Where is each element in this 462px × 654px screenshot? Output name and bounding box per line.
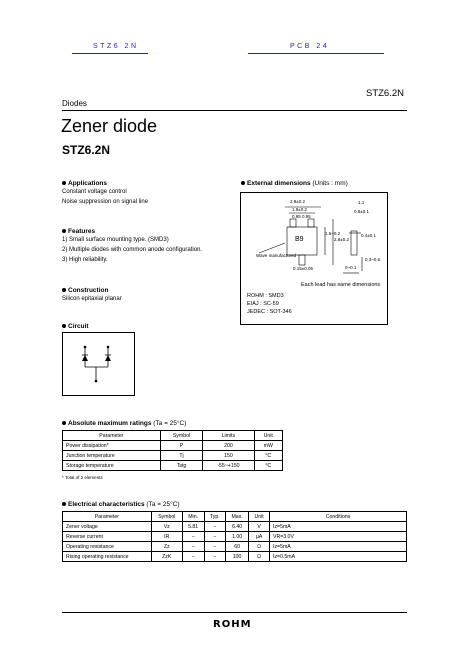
dim-label: 0.15±0.05 <box>293 266 313 271</box>
table-cell: Zz <box>151 542 182 552</box>
footer-rule <box>62 612 407 613</box>
table-cell: 60 <box>225 542 248 552</box>
table-cell: Vz <box>151 522 182 532</box>
column-header: Parameter <box>63 512 152 522</box>
features-line: 2) Multiple diodes with common anode configuration. <box>62 247 203 253</box>
table-header-row <box>63 512 407 522</box>
table-cell: Iz=0.5mA <box>270 552 407 562</box>
table-row <box>63 552 407 562</box>
table-cell: 200 <box>203 441 254 451</box>
part-number-heading: STZ6.2N <box>62 143 111 157</box>
table-cell: Ω <box>249 552 270 562</box>
table-cell: − <box>182 552 204 562</box>
features-heading: Features <box>62 228 95 235</box>
table-cell: VR=3.0V <box>270 532 407 542</box>
table-cell: 6.40 <box>225 522 248 532</box>
table-cell: P <box>160 441 203 451</box>
table-row <box>63 522 407 532</box>
circuit-diagram <box>62 332 135 396</box>
dim-label: 0.95 0.95 <box>292 214 311 219</box>
construction-text: Silicon epitaxial planar <box>62 296 122 302</box>
features-line: 1) Small surface mounting type. (SMD3) <box>62 237 169 243</box>
table-row <box>63 461 283 471</box>
marking-code: B9 <box>295 236 304 243</box>
rohm-logo: ROHM <box>213 619 252 630</box>
dim-label: 0.8±0.1 <box>354 209 369 214</box>
table-cell: μA <box>249 532 270 542</box>
package-standard: JEDEC : SOT-346 <box>247 309 292 315</box>
table-cell: -55~+150 <box>203 461 254 471</box>
table-cell: − <box>182 532 204 542</box>
dim-label: 2.9±0.2 <box>290 199 305 204</box>
abs-max-footnote: * Total of 2 elements <box>62 475 103 480</box>
lead-note: Each lead has same dimensions <box>301 282 381 288</box>
column-header: Symbol <box>160 431 203 441</box>
header-left-code: STZ6 2N <box>93 43 139 50</box>
dim-label: 1.9±0.2 <box>292 207 307 212</box>
column-header: Unit <box>249 512 270 522</box>
elec-table <box>62 511 407 562</box>
header-left-underline <box>72 53 148 54</box>
header-right-underline <box>248 53 384 54</box>
table-cell: Tstg <box>160 461 203 471</box>
table-cell: − <box>204 542 225 552</box>
table-cell: mW <box>254 441 282 451</box>
table-cell: Storage temperature <box>63 461 161 471</box>
dim-label: 0~0.1 <box>345 265 357 270</box>
column-header: Typ. <box>204 512 225 522</box>
package-standard: EIAJ : SC-59 <box>247 301 279 307</box>
column-header: Symbol <box>151 512 182 522</box>
table-cell: 150 <box>203 451 254 461</box>
table-cell: 1.00 <box>225 532 248 542</box>
table-cell: Tj <box>160 451 203 461</box>
column-header: Min. <box>182 512 204 522</box>
table-cell: V <box>249 522 270 532</box>
table-cell: ZzK <box>151 552 182 562</box>
table-cell: − <box>204 532 225 542</box>
features-line: 3) High reliability. <box>62 257 108 263</box>
header-right-code: PCB 24 <box>290 43 330 50</box>
part-number-top: STZ6.2N <box>365 88 404 99</box>
table-cell: Rising operating resistance <box>63 552 152 562</box>
table-cell: Reverse current <box>63 532 152 542</box>
table-row <box>63 532 407 542</box>
column-header: Max. <box>225 512 248 522</box>
table-row <box>63 441 283 451</box>
column-header: Parameter <box>63 431 161 441</box>
category-label: Diodes <box>62 99 87 108</box>
table-cell: − <box>182 542 204 552</box>
title-rule <box>62 110 407 111</box>
table-cell: Power dissipation* <box>63 441 161 451</box>
external-dimensions-heading: External dimensions (Units : mm) <box>241 180 348 187</box>
package-standards <box>247 292 292 316</box>
table-cell: Ω <box>249 542 270 552</box>
column-header: Unit <box>254 431 282 441</box>
dim-label: 2.8±0.2 <box>334 237 349 242</box>
applications-heading: Applications <box>62 180 107 187</box>
abs-max-table <box>62 430 283 471</box>
dimensions-box <box>240 192 388 325</box>
circuit-schematic <box>63 333 134 395</box>
package-standard: ROHM : SMD3 <box>247 293 284 299</box>
construction-heading: Construction <box>62 287 108 294</box>
column-header: Conditions <box>270 512 407 522</box>
abs-max-heading: Absolute maximum ratings (Ta = 25°C) <box>62 420 186 427</box>
page-title: Zener diode <box>61 116 158 136</box>
table-row <box>63 542 407 552</box>
circuit-heading: Circuit <box>62 323 89 330</box>
applications-list <box>62 187 148 207</box>
dim-label: 1.6+0.2 <box>325 231 341 236</box>
table-cell: °C <box>254 461 282 471</box>
applications-line: Constant voltage control <box>62 189 127 195</box>
table-cell: °C <box>254 451 282 461</box>
table-cell: − <box>204 552 225 562</box>
table-cell: 100 <box>225 552 248 562</box>
table-cell: Iz=5mA <box>270 542 407 552</box>
table-cell: Operating resistance <box>63 542 152 552</box>
features-list <box>62 235 202 265</box>
table-cell: 5.81 <box>182 522 204 532</box>
table-cell: IR <box>151 532 182 542</box>
marker-note: Wave manufactured <box>256 253 297 258</box>
table-cell: Zener voltage <box>63 522 152 532</box>
table-cell: Junction temperature <box>63 451 161 461</box>
table-row <box>63 451 283 461</box>
table-cell: Iz=5mA <box>270 522 407 532</box>
column-header: Limits <box>203 431 254 441</box>
dim-label: 1.1 <box>358 200 365 205</box>
elec-heading: Electrical characteristics (Ta = 25°C) <box>62 501 180 508</box>
dim-label: 0.3~0.6 <box>365 257 381 262</box>
applications-line: Noise suppression on signal line <box>62 199 149 205</box>
table-header-row <box>63 431 283 441</box>
dim-label: 0.4±0.1 <box>361 233 376 238</box>
table-cell: − <box>204 522 225 532</box>
